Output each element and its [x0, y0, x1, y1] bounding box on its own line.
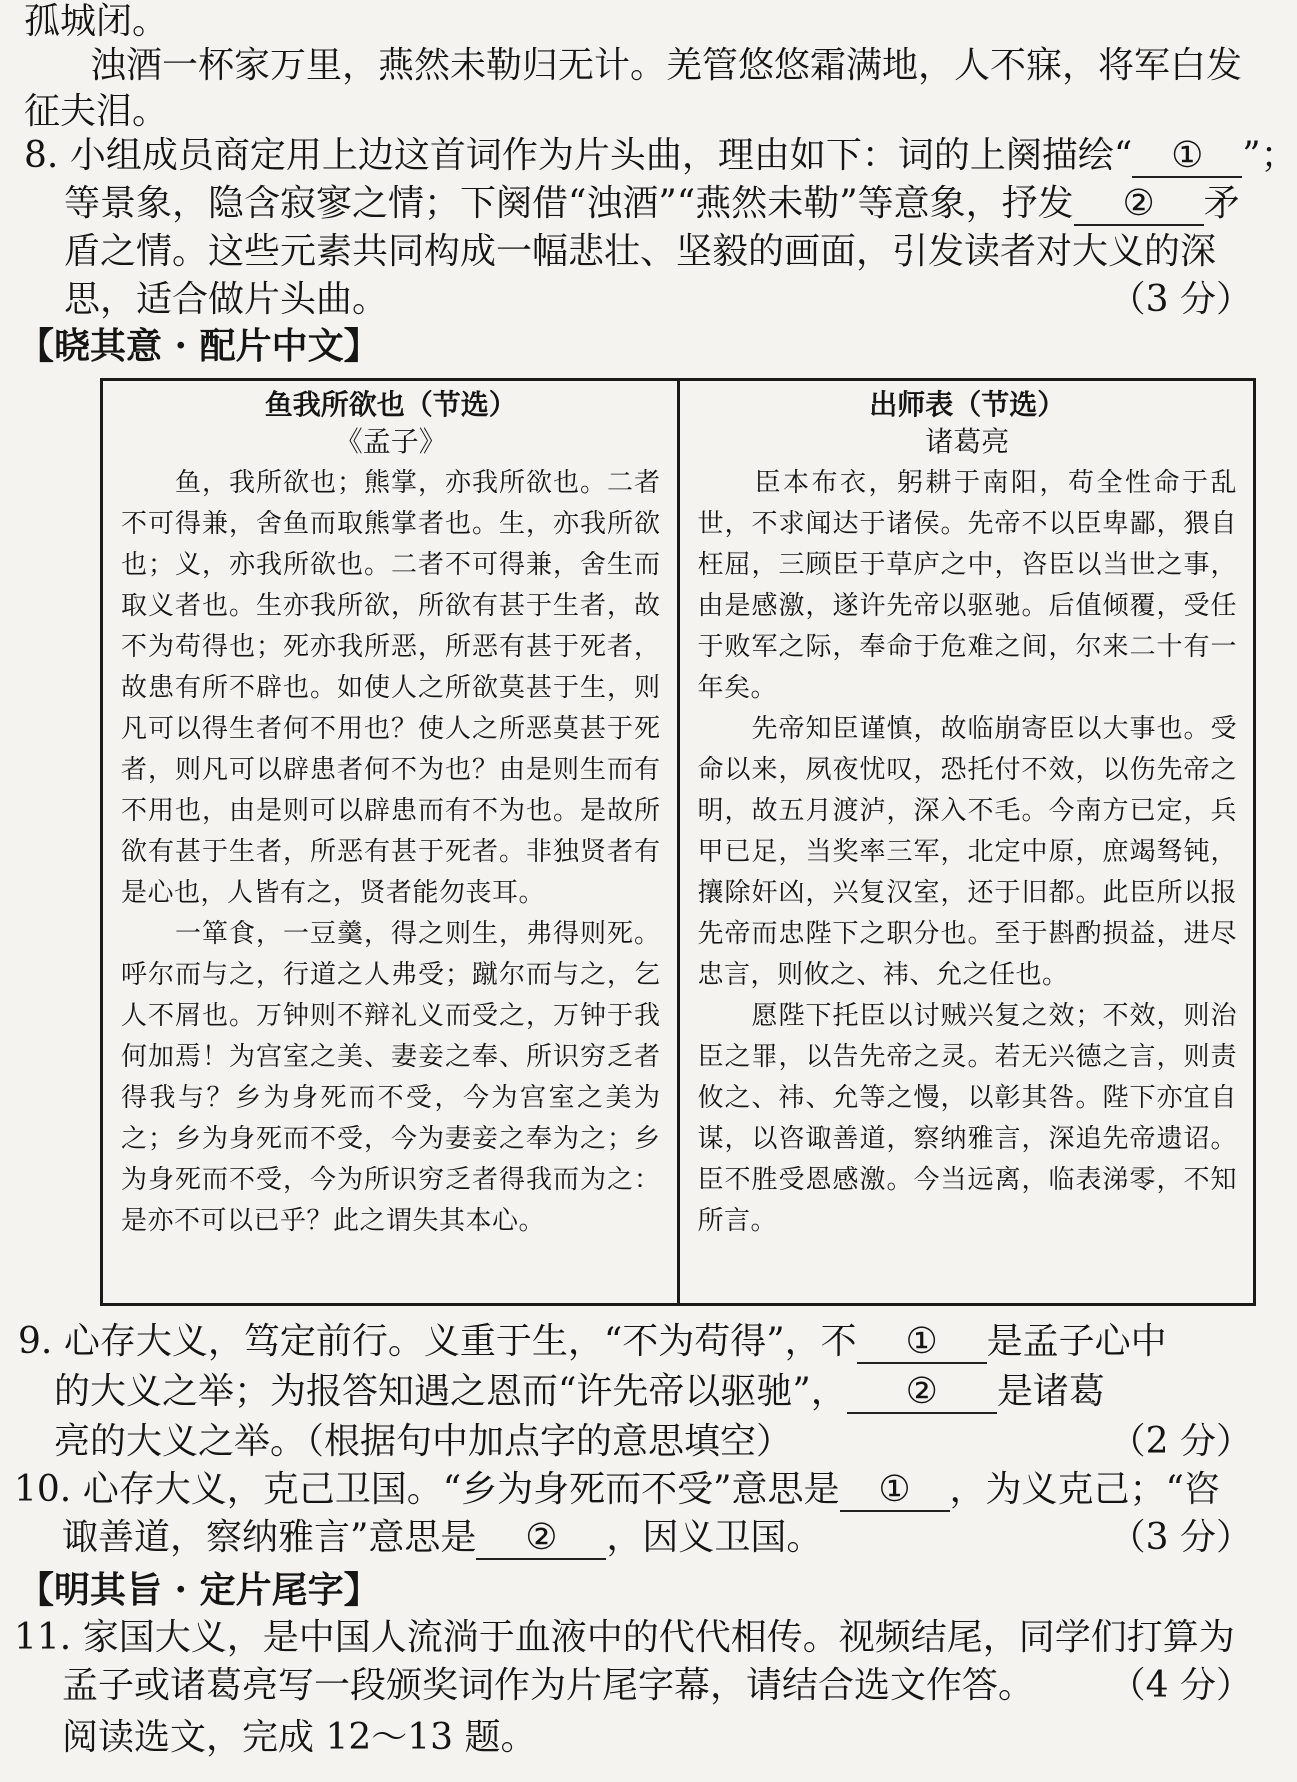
text-author: 《孟子》	[334, 425, 447, 458]
section-header: 【明其旨 · 定片尾字】	[18, 1569, 380, 1611]
question-text: 心存大义，克己卫国。“乡为身死而不受”意思是	[82, 1469, 840, 1510]
question-number: 8.	[24, 135, 59, 176]
question-text: 小组成员商定用上边这首词作为片头曲，理由如下：词的上阕描绘“	[69, 135, 1133, 176]
question-8	[24, 134, 1297, 178]
text-paragraph: 鱼，我所欲也；熊掌，亦我所欲也。二者不可得兼，舍鱼而取熊掌者也。生，亦我所欲也；义，亦我所欲也。二者不可得兼，舍生而取义者也。生亦我所欲，所欲有甚于生者，故不为苟得也；死亦我所恶，所恶有甚于死者，故患有所不辟也。如使人之所欲莫甚于生，则凡可以得生者何不用也？使人之所恶莫甚于死者，则凡可以辟患者何不为也？由是则生而有不用也，由是则可以辟患而有不为也。是故所欲有甚于生者，所恶有甚于死者。非独贤者有是心也，人皆有之，贤者能勿丧耳。	[121, 468, 661, 908]
question-text: 矛	[1203, 183, 1240, 224]
answer-blank[interactable]: ②	[1074, 184, 1204, 226]
question-11	[14, 1616, 1235, 1660]
text-column-right	[678, 380, 1255, 1305]
answer-blank[interactable]: ①	[840, 1470, 950, 1512]
text-body	[121, 463, 661, 1242]
question-text: 是孟子心中	[986, 1321, 1167, 1362]
text-paragraph: 愿陛下托臣以讨贼兴复之效；不效，则治臣之罪，以告先帝之灵。若无兴德之言，则责攸之、祎、允等之慢，以彰其咎。陛下亦宜自谋，以咨诹善道，察纳雅言，深追先帝遗诏。臣不胜受恩感激。今当远离，临表涕零，不知所言。	[697, 1001, 1237, 1236]
question-number: 9.	[18, 1321, 53, 1362]
question-10	[14, 1468, 1220, 1512]
text-paragraph: 先帝知臣谨慎，故临崩寄臣以大事也。受命以来，夙夜忧叹，恐托付不效，以伤先帝之明，故五月渡泸，深入不毛。今南方已定，兵甲已足，当奖率三军，北定中原，庶竭驽钝，攘除奸凶，兴复汉室，还于旧都。此臣所以报先帝而忠陛下之职分也。至于斟酌损益，进尽忠言，则攸之、祎、允之任也。	[697, 714, 1237, 990]
question-text: 等景象，隐含寂寥之情；下阕借“浊酒”“燕然未勒”等意象，抒发	[64, 183, 1074, 224]
question-10-line	[62, 1516, 822, 1560]
question-8-line: 盾之情。这些元素共同构成一幅悲壮、坚毅的画面，引发读者对大义的深	[64, 231, 1217, 272]
question-text: 心存大义，笃定前行。义重于生，“不为苟得”，不	[63, 1321, 857, 1362]
text-column-left	[102, 380, 679, 1305]
question-text: 家国大义，是中国人流淌于血液中的代代相传。视频结尾，同学们打算为	[82, 1617, 1235, 1658]
reading-texts-table	[100, 378, 1256, 1306]
question-8-line: 思，适合做片头曲。	[64, 279, 389, 320]
text-body	[698, 463, 1238, 1242]
score-label: （4 分）	[1109, 1665, 1252, 1706]
answer-blank[interactable]: ①	[1132, 136, 1242, 178]
score-label: （2 分）	[1109, 1421, 1252, 1462]
text-title: 鱼我所欲也（节选）	[264, 388, 517, 421]
question-number: 11.	[14, 1617, 72, 1658]
poem-line: 征夫泪。	[24, 91, 169, 132]
question-9-line	[54, 1370, 1105, 1414]
reading-instruction: 阅读选文，完成 12～13 题。	[62, 1717, 537, 1758]
question-text: ，为义克己；“咨	[949, 1469, 1220, 1510]
question-text: ”；	[1242, 135, 1297, 176]
question-text: 的大义之举；为报答知遇之恩而“许先帝以驱驰”，	[54, 1371, 847, 1412]
question-text: 是诸葛	[996, 1371, 1105, 1412]
question-text: ，因义卫国。	[606, 1517, 823, 1558]
score-label: （3 分）	[1109, 1517, 1252, 1558]
question-9-line: 亮的大义之举。（根据句中加点字的意思填空）	[54, 1421, 793, 1462]
section-header: 【晓其意 · 配片中文】	[18, 325, 380, 367]
text-paragraph: 一箪食，一豆羹，得之则生，弗得则死。呼尔而与之，行道之人弗受；蹴尔而与之，乞人不屑也。万钟则不辩礼义而受之，万钟于我何加焉！为宫室之美、妻妾之奉、所识穷乏者得我与？乡为身死而不受，今为宫室之美为之；乡为身死而不受，今为妻妾之奉为之；乡为身死而不受，今为所识穷乏者得我而为之：是亦不可以已乎？此之谓失其本心。	[121, 919, 661, 1236]
text-title: 出师表（节选）	[869, 388, 1066, 421]
question-8-line	[64, 182, 1240, 226]
text-paragraph: 臣本布衣，躬耕于南阳，苟全性命于乱世，不求闻达于诸侯。先帝不以臣卑鄙，猥自枉屈，三顾臣于草庐之中，咨臣以当世之事，由是感激，遂许先帝以驱驰。后值倾覆，受任于败军之际，奉命于危难之间，尔来二十有一年矣。	[697, 468, 1237, 703]
poem-line: 浊酒一杯家万里，燕然未勒归无计。羌管悠悠霜满地，人不寐，将军白发	[90, 45, 1243, 86]
poem-line: 孤城闭。	[24, 1, 169, 42]
score-label: （3 分）	[1109, 279, 1252, 320]
answer-blank[interactable]: ①	[857, 1322, 987, 1364]
text-author: 诸葛亮	[925, 425, 1010, 458]
question-number: 10.	[14, 1469, 72, 1510]
question-11-line: 孟子或诸葛亮写一段颁奖词作为片尾字幕，请结合选文作答。	[62, 1665, 1035, 1706]
answer-blank[interactable]: ②	[476, 1518, 606, 1560]
answer-blank[interactable]: ②	[847, 1372, 997, 1414]
question-9	[18, 1320, 1167, 1364]
question-text: 诹善道，察纳雅言”意思是	[62, 1517, 477, 1558]
